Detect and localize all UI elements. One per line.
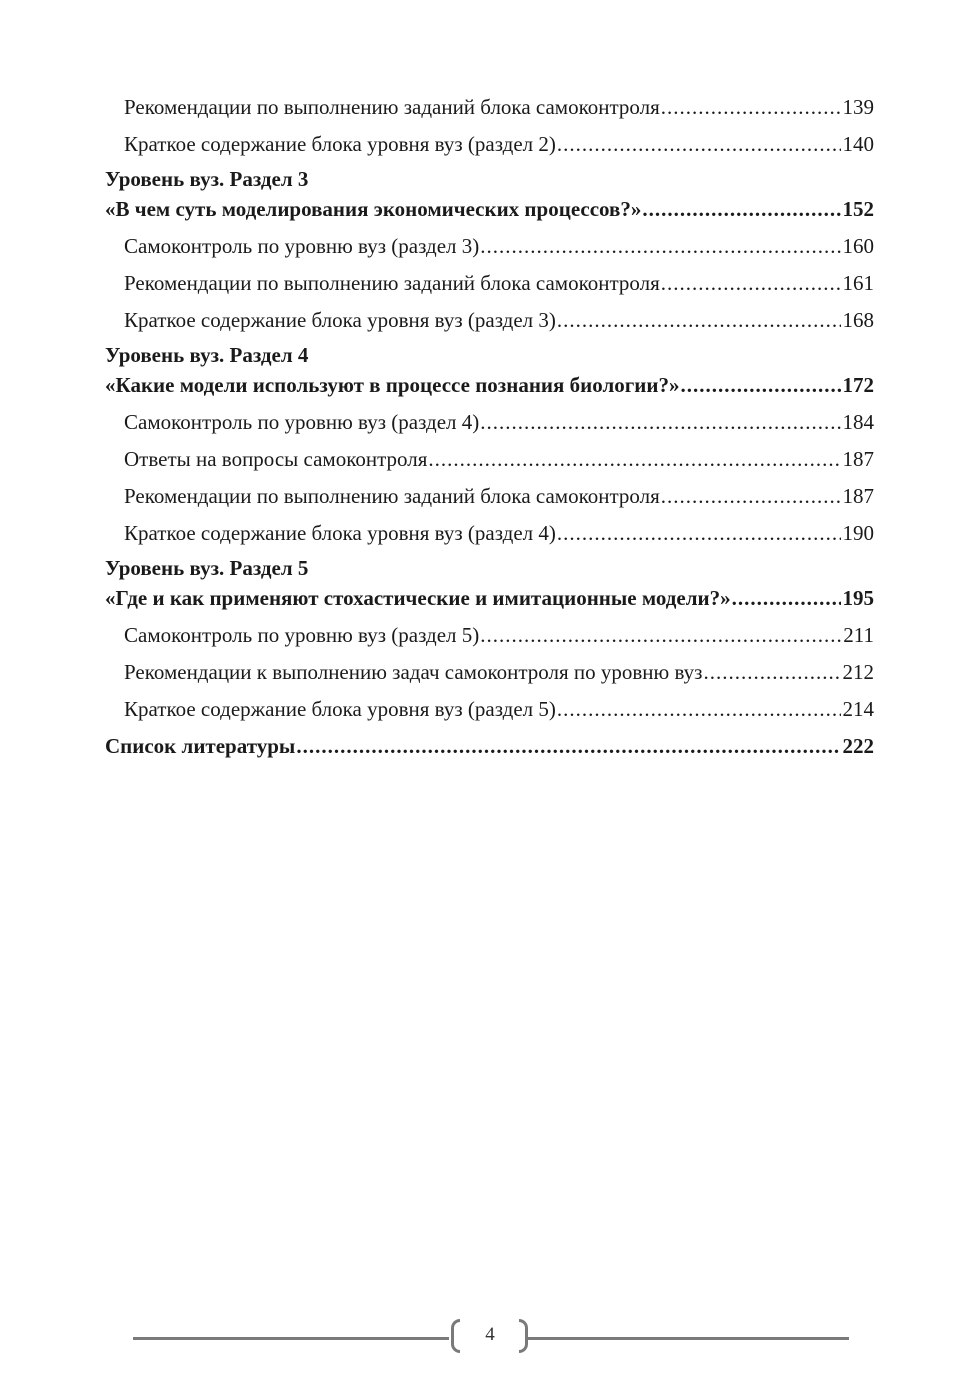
toc-entry[interactable] — [105, 89, 874, 126]
toc-entry-bibliography[interactable] — [105, 728, 874, 765]
toc-entry[interactable] — [105, 126, 874, 163]
toc-entry[interactable] — [105, 617, 874, 654]
toc-entry[interactable] — [105, 691, 874, 728]
toc-entry-title: Краткое содержание блока уровня вуз (раздел 5) — [124, 697, 556, 721]
dot-leader — [480, 617, 841, 654]
dot-leader — [642, 194, 840, 224]
toc-entry[interactable] — [105, 654, 874, 691]
footer-rule-right — [527, 1337, 849, 1340]
toc-entry[interactable] — [105, 404, 874, 441]
toc-entry-page: 184 — [842, 410, 874, 434]
toc-entry-page: 172 — [842, 373, 874, 397]
dot-leader — [296, 728, 840, 765]
toc-entry-page: 195 — [842, 586, 874, 610]
toc-entry-page: 222 — [842, 734, 874, 758]
dot-leader — [557, 691, 841, 728]
dot-leader — [661, 265, 841, 302]
dot-leader — [732, 583, 841, 613]
toc-entry-page: 139 — [842, 95, 874, 119]
dot-leader — [703, 654, 840, 691]
dot-leader — [661, 478, 841, 515]
dot-leader — [480, 404, 840, 441]
page-number: 4 — [485, 1324, 495, 1345]
dot-leader — [428, 441, 840, 478]
right-brace-icon — [519, 1319, 528, 1353]
toc-entry-page: 187 — [842, 447, 874, 471]
toc-entry-title: Краткое содержание блока уровня вуз (раздел 2) — [124, 132, 556, 156]
dot-leader — [681, 370, 841, 400]
dot-leader — [661, 89, 841, 126]
toc-entry-title: Рекомендации по выполнению заданий блока самоконтроля — [124, 271, 660, 295]
toc-entry-page: 187 — [842, 484, 874, 508]
section-heading: Уровень вуз. Раздел 4 — [105, 343, 309, 367]
toc-entry-title: «В чем суть моделирования экономических процессов?» — [105, 197, 642, 221]
toc-entry-title: Самоконтроль по уровню вуз (раздел 4) — [124, 410, 480, 434]
dot-leader — [557, 515, 841, 552]
toc-entry[interactable] — [105, 302, 874, 339]
toc-section-entry[interactable] — [105, 583, 874, 613]
toc-entry-title: Краткое содержание блока уровня вуз (раздел 3) — [124, 308, 556, 332]
toc-entry[interactable] — [105, 228, 874, 265]
toc-entry-title: Рекомендации по выполнению заданий блока самоконтроля — [124, 95, 660, 119]
table-of-contents — [105, 89, 874, 765]
toc-entry-title: «Где и как применяют стохастические и имитационные модели?» — [105, 586, 731, 610]
toc-entry-title: Рекомендации к выполнению задач самоконтроля по уровню вуз — [124, 660, 703, 684]
toc-entry-page: 214 — [842, 697, 874, 721]
toc-entry-page: 160 — [842, 234, 874, 258]
toc-entry-title: Рекомендации по выполнению заданий блока самоконтроля — [124, 484, 660, 508]
section-heading: Уровень вуз. Раздел 3 — [105, 167, 309, 191]
section-heading: Уровень вуз. Раздел 5 — [105, 556, 309, 580]
toc-entry-page: 211 — [843, 623, 874, 647]
toc-entry-title: Краткое содержание блока уровня вуз (раздел 4) — [124, 521, 556, 545]
toc-entry-title: Самоконтроль по уровню вуз (раздел 3) — [124, 234, 480, 258]
dot-leader — [557, 302, 841, 339]
left-brace-icon — [451, 1319, 460, 1353]
toc-entry-page: 212 — [842, 660, 874, 684]
toc-entry-title: Список литературы — [105, 734, 296, 758]
toc-entry-title: «Какие модели используют в процессе познания биологии?» — [105, 373, 680, 397]
page-footer — [133, 1318, 849, 1360]
toc-entry-page: 161 — [842, 271, 874, 295]
toc-entry-title: Ответы на вопросы самоконтроля — [124, 447, 428, 471]
toc-entry-page: 140 — [842, 132, 874, 156]
toc-entry-page: 152 — [842, 197, 874, 221]
toc-entry-title: Самоконтроль по уровню вуз (раздел 5) — [124, 623, 480, 647]
dot-leader — [557, 126, 841, 163]
toc-section-entry[interactable] — [105, 370, 874, 400]
toc-section-entry[interactable] — [105, 194, 874, 224]
toc-entry[interactable] — [105, 441, 874, 478]
toc-entry[interactable] — [105, 515, 874, 552]
toc-entry-page: 190 — [842, 521, 874, 545]
toc-entry-page: 168 — [842, 308, 874, 332]
toc-entry[interactable] — [105, 265, 874, 302]
dot-leader — [480, 228, 840, 265]
footer-rule-left — [133, 1337, 449, 1340]
toc-entry[interactable] — [105, 478, 874, 515]
